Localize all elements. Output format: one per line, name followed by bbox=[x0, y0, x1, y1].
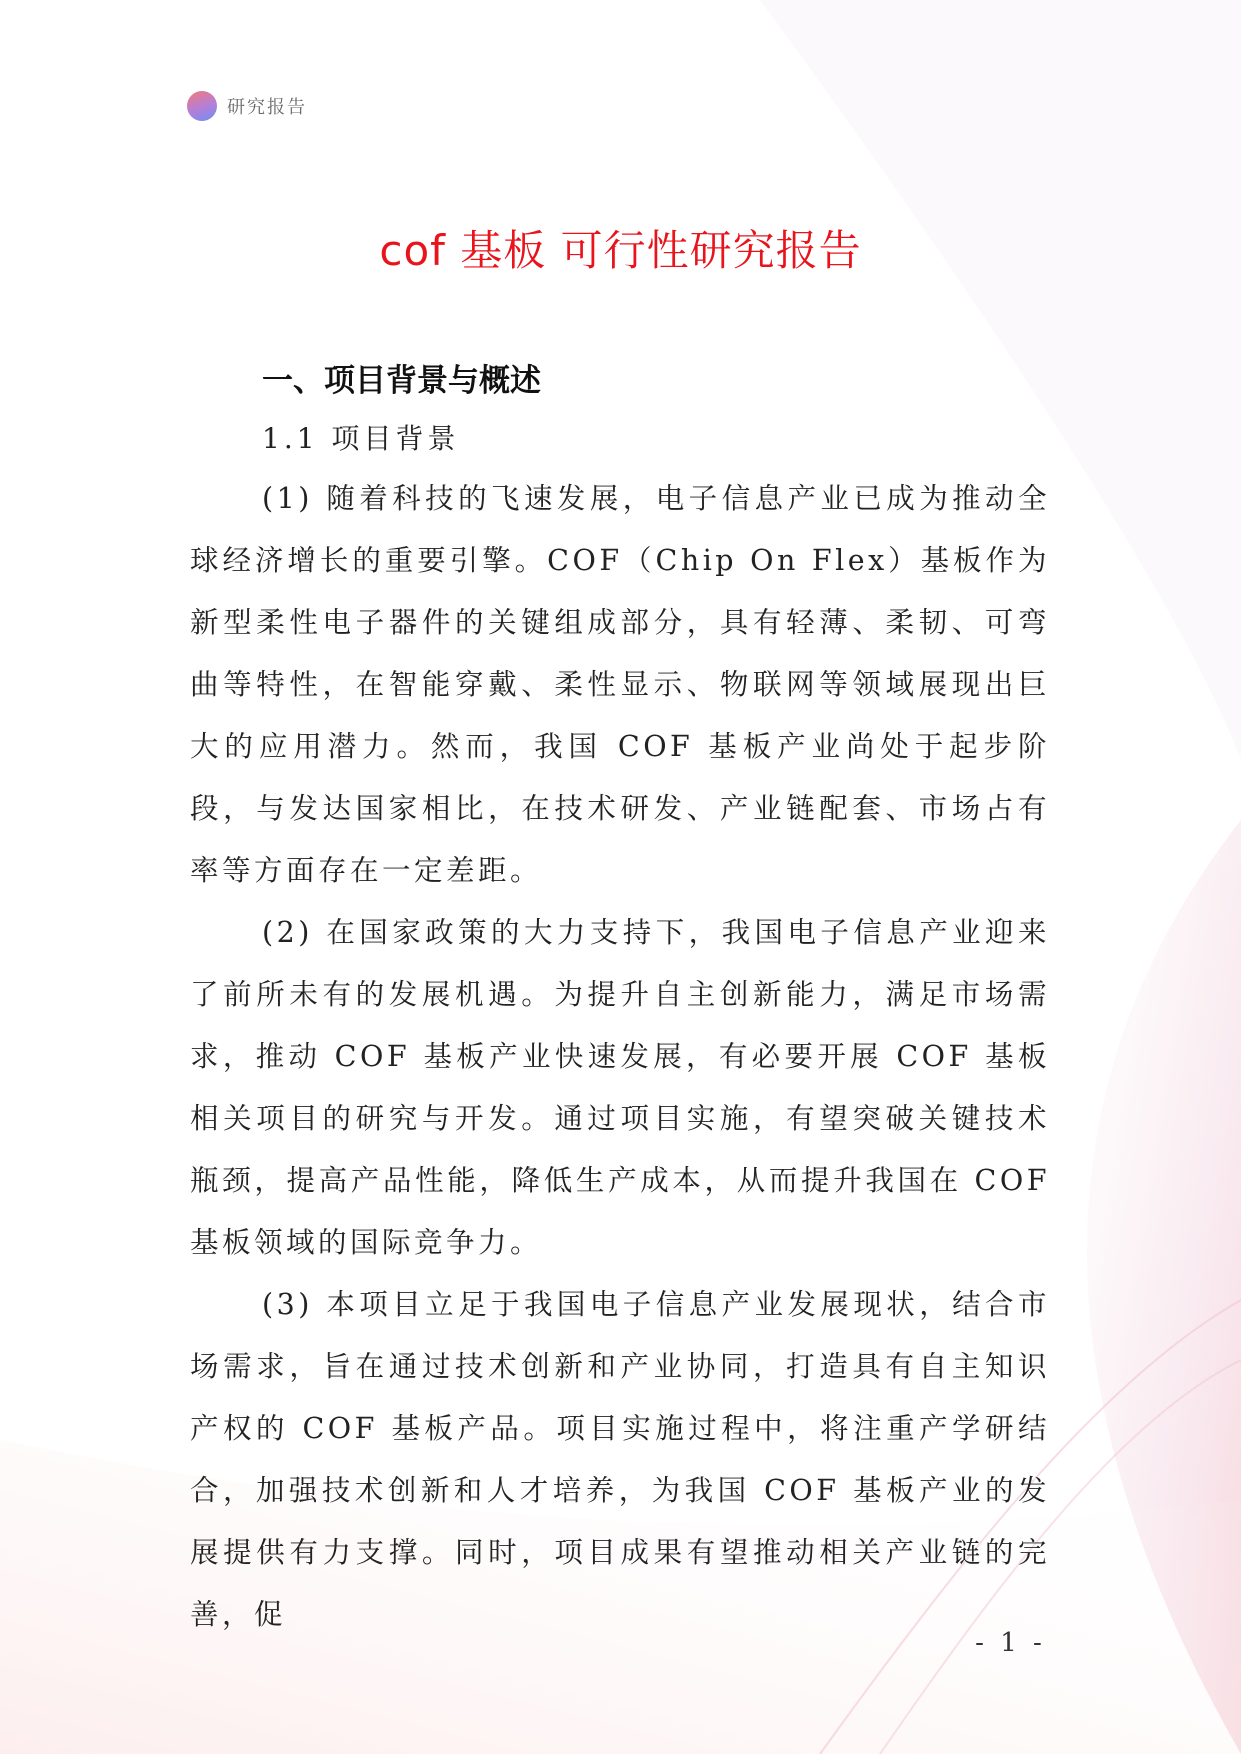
report-header bbox=[187, 89, 307, 123]
subsection-heading: 1.1 项目背景 bbox=[262, 422, 460, 455]
header-label: 研究报告 bbox=[227, 97, 307, 118]
document-body bbox=[190, 352, 1050, 1646]
section-heading: 一、项目背景与概述 bbox=[262, 363, 541, 399]
paragraph-3: (3) 本项目立足于我国电子信息产业发展现状，结合市场需求，旨在通过技术创新和产业协同，打造具有自主知识产权的 COF 基板产品。项目实施过程中，将注重产学研结合，加强技术创新和人才培养，为我国 COF 基板产业的发展提供有力支撑。同时，项目成果有望推动相关产业链的完善，促 bbox=[190, 1288, 1050, 1631]
paragraph-2: (2) 在国家政策的大力支持下，我国电子信息产业迎来了前所未有的发展机遇。为提升自主创新能力，满足市场需求，推动 COF 基板产业快速发展，有必要开展 COF 基板相关项目的研究与开发。通过项目实施，有望突破关键技术瓶颈，提高产品性能，降低生产成本，从而提升我国在 COF 基板领域的国际竞争力。 bbox=[190, 916, 1050, 1259]
page-number: - 1 - bbox=[975, 1628, 1046, 1658]
document-title: cof 基板 可行性研究报告 bbox=[379, 226, 862, 275]
paragraph-1: (1) 随着科技的飞速发展，电子信息产业已成为推动全球经济增长的重要引擎。COF（Chip On Flex）基板作为新型柔性电子器件的关键组成部分，具有轻薄、柔韧、可弯曲等特性，在智能穿戴、柔性显示、物联网等领域展现出巨大的应用潜力。然而，我国 COF 基板产业尚处于起步阶段，与发达国家相比，在技术研发、产业链配套、市场占有率等方面存在一定差距。 bbox=[190, 482, 1050, 887]
report-logo-icon bbox=[187, 91, 217, 121]
